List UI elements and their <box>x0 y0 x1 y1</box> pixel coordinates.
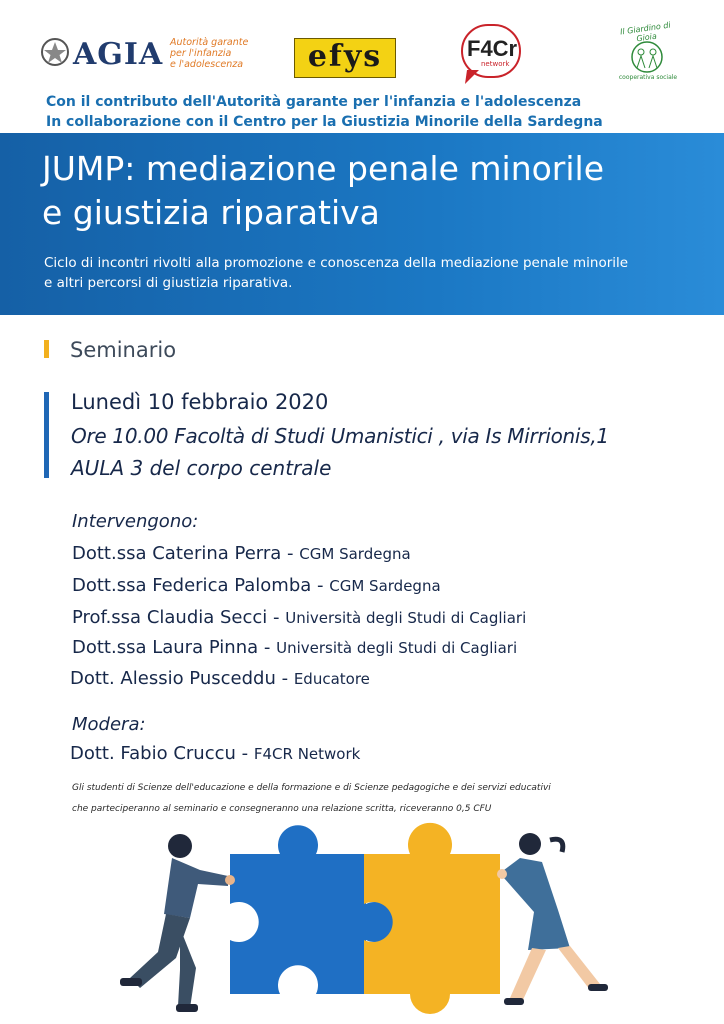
speaker-row: Prof.ssa Claudia Secci - Università degli Studi di Cagliari <box>72 607 527 628</box>
event-date: Lunedì 10 febbraio 2020 <box>71 390 329 414</box>
speakers-heading: Intervengono: <box>72 511 199 532</box>
agia-logo <box>40 36 250 76</box>
contribution-line: Con il contributo dell'Autorità garante per l'infanzia e l'adolescenza <box>46 94 582 110</box>
f4cr-sub: network <box>481 60 510 68</box>
left-person-icon <box>120 834 235 1012</box>
giardino-sub: cooperativa sociale <box>618 74 678 81</box>
efys-wordmark: efys <box>294 38 396 78</box>
children-drawing-icon <box>630 40 664 74</box>
event-title-line-1: JUMP: mediazione penale minorile <box>42 149 605 188</box>
speaker-name: Prof.ssa Claudia Secci <box>72 607 268 628</box>
puzzle-illustration <box>80 818 640 1018</box>
moderator-heading: Modera: <box>72 714 146 735</box>
speaker-row: Dott.ssa Laura Pinna - Università degli Studi di Cagliari <box>72 637 518 658</box>
right-person-icon <box>497 833 608 1005</box>
moderator-affiliation: F4CR Network <box>253 745 361 763</box>
moderator-row: Dott. Fabio Cruccu - F4CR Network <box>70 743 361 764</box>
title-banner <box>0 133 724 315</box>
speaker-affiliation: Educatore <box>293 670 370 688</box>
event-description: Ciclo di incontri rivolti alla promozione e conoscenza della mediazione penale minorile e altri percorsi di giustizia riparativa. <box>44 255 629 291</box>
speaker-row: Dott. Alessio Pusceddu - Educatore <box>70 668 370 689</box>
speaker-affiliation: Università degli Studi di Cagliari <box>285 609 527 627</box>
yellow-accent-bar <box>44 340 49 358</box>
speaker-name: Dott. Alessio Pusceddu <box>70 668 276 689</box>
event-title <box>42 147 702 235</box>
event-title-line-2: e giustizia riparativa <box>42 193 380 232</box>
speaker-name: Dott.ssa Caterina Perra <box>72 543 282 564</box>
logo-strip <box>0 20 724 90</box>
bubble-tail-icon <box>465 70 481 84</box>
section-label-text: Seminario <box>70 338 177 362</box>
event-location: Ore 10.00 Facoltà di Studi Umanistici , via Is Mirrionis,1 <box>71 424 609 448</box>
moderator-name: Dott. Fabio Cruccu <box>70 743 236 764</box>
agia-tagline: Autorità garante per l'infanzia e l'adolescenza <box>170 37 249 70</box>
contribution-lines <box>46 92 706 132</box>
speaker-affiliation: CGM Sardegna <box>329 577 441 595</box>
speaker-name: Dott.ssa Federica Palomba <box>72 575 312 596</box>
speaker-row: Dott.ssa Caterina Perra - CGM Sardegna <box>72 543 411 564</box>
agia-wordmark: AGIA <box>73 37 164 72</box>
credits-note: Gli studenti di Scienze dell'educazione e della formazione e di Scienze pedagogiche e dei servizi educativi che parteciperanno al seminario e consegneranno una relazione scritta, riceveranno 0,5 CFU <box>72 783 551 814</box>
speaker-name: Dott.ssa Laura Pinna <box>72 637 259 658</box>
speaker-affiliation: CGM Sardegna <box>299 545 411 563</box>
giardino-script: Il Giardino di Gioia <box>619 20 672 44</box>
speaker-affiliation: Università degli Studi di Cagliari <box>276 639 518 657</box>
giardino-logo <box>610 20 682 94</box>
event-room: AULA 3 del corpo centrale <box>71 456 332 480</box>
collaboration-line: In collaborazione con il Centro per la Giustizia Minorile della Sardegna <box>46 114 603 130</box>
speaker-row: Dott.ssa Federica Palomba - CGM Sardegna <box>72 575 441 596</box>
f4cr-wordmark: F4Cr <box>467 36 518 61</box>
efys-logo <box>294 38 396 78</box>
event-details <box>44 388 704 480</box>
republic-emblem-icon <box>40 36 70 70</box>
f4cr-logo <box>459 20 529 86</box>
blue-accent-bar <box>44 392 49 478</box>
